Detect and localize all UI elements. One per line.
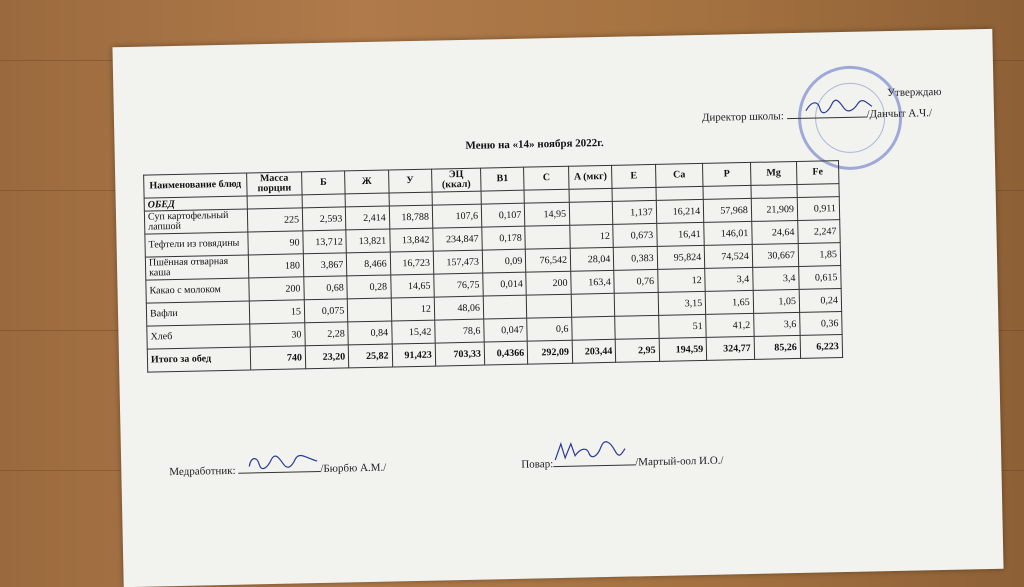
value-cell: 1,85 [798,243,840,267]
menu-title: Меню на «14» ноября 2022г. [465,137,604,152]
value-cell: 0,09 [482,249,526,273]
value-cell: 24,64 [752,220,799,244]
column-header: Масса порции [247,172,303,196]
value-cell: 13,712 [303,230,347,254]
value-cell: 0,68 [304,276,348,300]
value-cell: 0,615 [799,266,841,290]
value-cell: 14,65 [390,274,434,298]
director-name: /Данчыт А.Ч./ [866,107,933,121]
value-cell: 28,04 [570,247,614,271]
value-cell: 234,847 [433,227,483,251]
value-cell: 16,41 [656,222,704,246]
value-cell: 1,137 [613,200,657,224]
value-cell: 57,968 [703,198,751,222]
value-cell: 21,909 [751,197,798,221]
column-header: Fe [796,161,838,185]
dish-name-cell: Суп картофельный лапшой [144,209,247,234]
column-header: Б [302,171,346,195]
value-cell: 95,824 [657,245,705,269]
director-label: Директор школы: [701,110,784,124]
value-cell: 23,20 [305,345,349,369]
value-cell: 30 [250,323,306,347]
value-cell: 74,524 [704,244,752,268]
column-header: Ж [345,170,389,194]
document-sheet [112,29,1003,587]
value-cell [527,294,572,318]
value-cell: 2,593 [302,207,346,231]
value-cell: 14,95 [525,202,570,226]
value-cell: 76,542 [526,248,571,272]
value-cell: 2,414 [346,206,390,230]
column-header: Mg [750,161,797,185]
value-cell: 703,33 [435,342,485,366]
cook-name: /Мартый-оол И.О./ [635,454,724,469]
value-cell: 6,223 [800,335,842,359]
value-cell: 0,047 [484,318,528,342]
value-cell [615,315,659,339]
value-cell: 13,821 [346,229,390,253]
value-cell: 0,383 [614,246,658,270]
approval-label: Утверждаю [887,85,942,100]
value-cell: 200 [249,277,305,301]
value-cell: 3,6 [753,312,800,336]
value-cell: 194,59 [659,337,707,361]
value-cell: 2,28 [305,322,349,346]
value-cell: 16,723 [390,251,434,275]
value-cell: 41,2 [706,313,754,337]
value-cell [525,225,570,249]
column-header: P [703,162,751,186]
value-cell: 0,28 [347,275,391,299]
value-cell: 0,36 [800,312,842,336]
value-cell: 203,44 [572,339,616,363]
value-cell: 12 [657,268,705,292]
dish-name-cell: Вафли [146,301,249,326]
director-signature [804,97,874,116]
value-cell: 12 [570,224,614,248]
value-cell: 292,09 [527,340,572,364]
value-cell: 78,6 [435,319,485,343]
value-cell: 3,4 [753,266,800,290]
value-cell [348,298,392,322]
value-cell: 0,24 [799,289,841,313]
value-cell: 3,4 [705,267,753,291]
column-header: B1 [481,167,525,191]
value-cell: 18,788 [389,205,433,229]
menu-table [143,160,843,373]
column-header: Ca [655,163,703,187]
value-cell: 225 [247,208,303,232]
cook-label: Повар: [521,458,554,471]
value-cell: 30,667 [752,243,799,267]
value-cell: 2,95 [616,338,660,362]
value-cell: 0,014 [483,272,527,296]
dish-name-cell: Хлеб [147,324,250,349]
value-cell [483,295,527,319]
value-cell: 146,01 [704,221,752,245]
value-cell: 0,6 [527,317,572,341]
value-cell: 8,466 [347,252,391,276]
value-cell: 16,214 [656,199,704,223]
section-label: ОБЕД [144,196,247,211]
value-cell [615,292,659,316]
value-cell [571,293,615,317]
value-cell: 91,423 [392,343,436,367]
value-cell: 0,673 [613,223,657,247]
dish-name-cell: Тефтели из говядины [145,232,248,257]
value-cell: 1,05 [753,289,800,313]
value-cell: 107,6 [432,204,482,228]
value-cell: 0,76 [614,269,658,293]
value-cell: 12 [391,297,435,321]
value-cell: 2,247 [798,220,840,244]
value-cell: 0,075 [304,299,348,323]
value-cell: 180 [248,254,304,278]
value-cell: 324,77 [706,336,754,360]
column-header: A (мкг) [569,165,613,189]
value-cell: 157,473 [433,250,483,274]
column-header: E [612,164,656,188]
value-cell: 51 [658,314,706,338]
value-cell: 0,107 [481,203,525,227]
value-cell: 3,15 [658,291,706,315]
value-cell [569,201,613,225]
value-cell: 0,84 [348,321,392,345]
medic-name: /Бюрбю А.М./ [320,461,387,476]
value-cell: 740 [250,346,306,370]
medic-label: Медработник: [169,464,236,479]
value-cell: 3,867 [303,253,347,277]
cook-signature [553,439,627,465]
value-cell: 15 [249,300,305,324]
value-cell: 90 [248,231,304,255]
column-header: C [524,166,569,190]
column-header: ЭЦ (ккал) [431,168,481,192]
column-header: У [388,169,432,193]
value-cell: 13,842 [389,228,433,252]
value-cell: 163,4 [571,270,615,294]
value-cell: 76,75 [434,273,484,297]
value-cell: 200 [526,271,571,295]
dish-name-cell: Итого за обед [147,347,250,372]
value-cell: 0,4366 [484,341,528,365]
value-cell: 0,911 [797,197,839,221]
dish-name-cell: Какао с молоком [146,278,249,303]
medic-signature [245,451,321,473]
value-cell: 1,65 [705,290,753,314]
dish-name-cell: Пшённая отварная каша [145,255,248,280]
column-header: Наименование блюд [144,173,247,198]
value-cell: 85,26 [754,335,801,359]
value-cell: 25,82 [348,344,392,368]
value-cell: 0,178 [482,226,526,250]
value-cell: 15,42 [391,320,435,344]
value-cell: 48,06 [434,296,484,320]
value-cell [572,316,616,340]
